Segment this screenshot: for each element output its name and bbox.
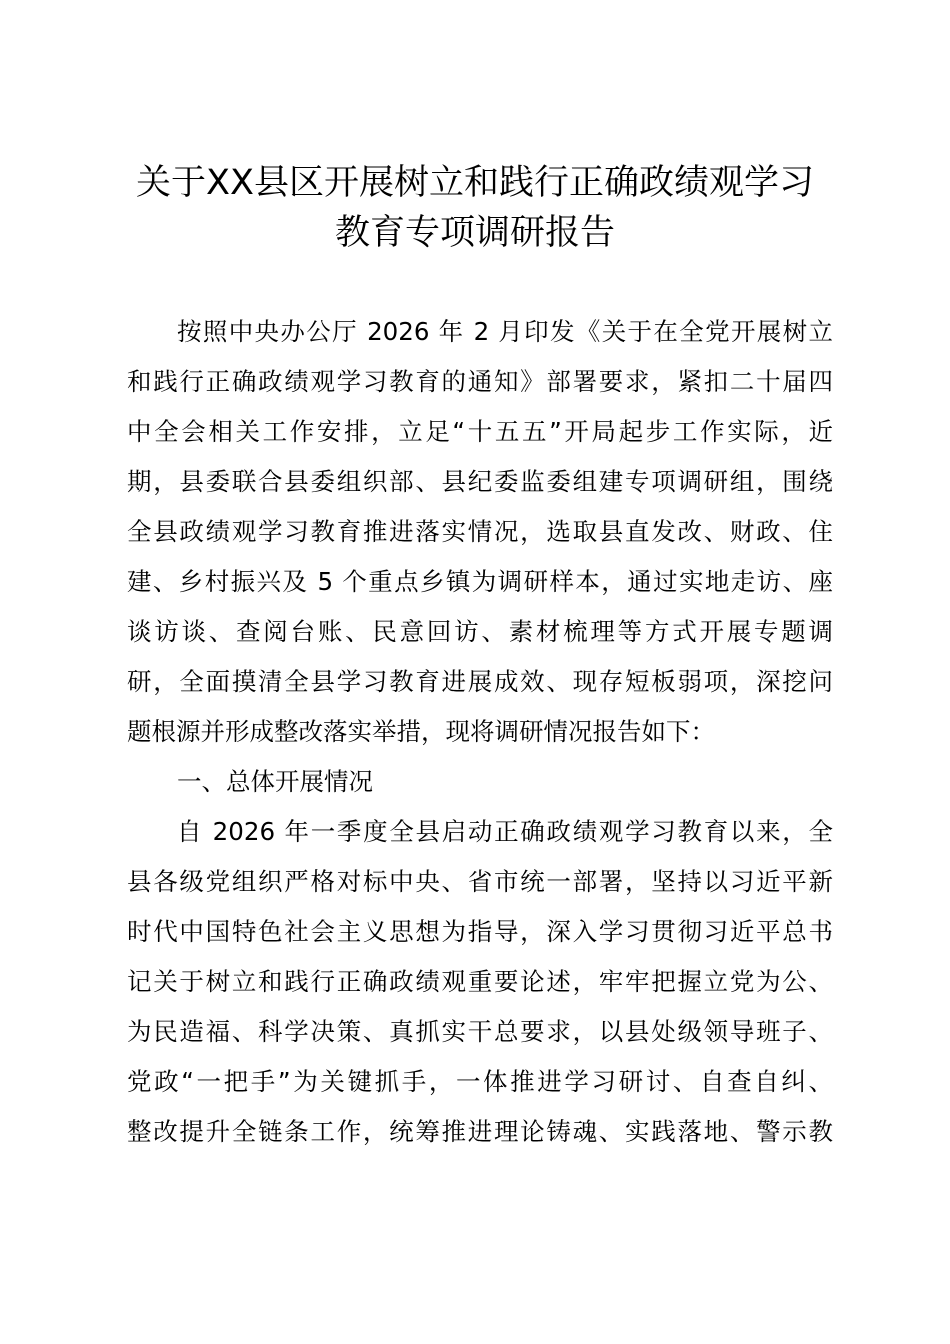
document-body xyxy=(127,307,833,1157)
intro-line: 谈访谈、查阅台账、民意回访、素材梳理等方式开展专题调 xyxy=(127,617,833,646)
section-line: 县各级党组织严格对标中央、省市统一部署，坚持以习近平新 xyxy=(127,867,833,896)
section-line: 记关于树立和践行正确政绩观重要论述，牢牢把握立党为公、 xyxy=(127,967,833,996)
intro-line: 中全会相关工作安排，立足“十五五”开局起步工作实际，近 xyxy=(127,417,833,446)
intro-line: 和践行正确政绩观学习教育的通知》部署要求，紧扣二十届四 xyxy=(127,367,833,396)
section-line: 党政“一把手”为关键抓手，一体推进学习研讨、自查自纠、 xyxy=(127,1067,833,1096)
intro-line: 期，县委联合县委组织部、县纪委监委组建专项调研组，围绕 xyxy=(127,467,833,496)
intro-line-last: 题根源并形成整改落实举措，现将调研情况报告如下： xyxy=(127,717,715,746)
section-line: 整改提升全链条工作，统筹推进理论铸魂、实践落地、警示教 xyxy=(127,1117,833,1146)
document-title xyxy=(120,158,830,258)
section-line: 时代中国特色社会主义思想为指导，深入学习贯彻习近平总书 xyxy=(127,917,833,946)
section-heading: 一、总体开展情况 xyxy=(177,767,373,796)
title-line-1: 关于XX县区开展树立和践行正确政绩观学习 xyxy=(136,163,814,203)
intro-line: 全县政绩观学习教育推进落实情况，选取县直发改、财政、住 xyxy=(127,517,833,546)
section-line: 为民造福、科学决策、真抓实干总要求，以县处级领导班子、 xyxy=(127,1017,833,1046)
title-line-2: 教育专项调研报告 xyxy=(334,213,615,253)
intro-line: 建、乡村振兴及 5 个重点乡镇为调研样本，通过实地走访、座 xyxy=(127,567,833,596)
intro-line: 研，全面摸清全县学习教育进展成效、现存短板弱项，深挖问 xyxy=(127,667,833,696)
section-line: 自 2026 年一季度全县启动正确政绩观学习教育以来，全 xyxy=(177,817,833,846)
intro-line: 按照中央办公厅 2026 年 2 月印发《关于在全党开展树立 xyxy=(177,317,833,346)
